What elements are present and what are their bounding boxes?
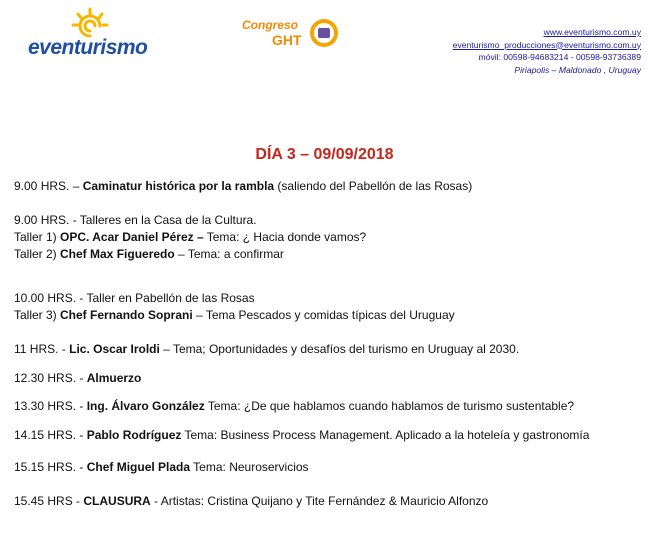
schedule-line: Taller 3) Chef Fernando Soprani – Tema Pescados y comidas típicas del Uruguay	[14, 308, 455, 322]
schedule-line: 14.15 HRS. - Pablo Rodríguez Tema: Business Process Management. Aplicado a la hoteleía y gastronomía	[14, 428, 590, 442]
website-link[interactable]: www.eventurismo.com.uy	[543, 27, 641, 37]
ght-label: GHT	[272, 32, 302, 48]
email-link[interactable]: eventurismo_producciones@eventurismo.com.uy	[452, 39, 641, 50]
schedule-line: 11 HRS. - Lic. Oscar Iroldi – Tema; Oportunidades y desafíos del turismo en Uruguay al 2030.	[14, 342, 520, 356]
sun-icon	[70, 6, 110, 40]
schedule-line: 9.00 HRS. – Caminatur histórica por la rambla (saliendo del Pabellón de las Rosas)	[14, 179, 473, 193]
schedule-line: 15.15 HRS. - Chef Miguel Plada Tema: Neuroservicios	[14, 460, 309, 474]
ght-emblem-icon	[309, 18, 339, 48]
page-title: DÍA 3 – 09/09/2018	[255, 146, 394, 163]
schedule-line: 12.30 HRS. - Almuerzo	[14, 371, 142, 385]
contact-block	[453, 26, 641, 76]
schedule-line: 10.00 HRS. - Taller en Pabellón de las Rosas	[14, 291, 255, 305]
congreso-label: Congreso	[242, 18, 299, 32]
schedule-line: 9.00 HRS. - Talleres en la Casa de la Cultura.	[14, 213, 257, 227]
eventurismo-logo	[28, 6, 178, 62]
brand-name: eventurismo	[28, 36, 148, 59]
location-text: Piriapolis – Maldonado , Uruguay	[514, 64, 641, 75]
phone-text: móvil: 00598-94683214 - 00598-93736389	[478, 52, 641, 62]
congreso-ght-logo	[242, 16, 352, 50]
schedule-line: 13.30 HRS. - Ing. Álvaro González Tema: ¿De que hablamos cuando hablamos de turismo sustentable?	[14, 399, 575, 413]
schedule-line: 15.45 HRS - CLAUSURA - Artistas: Cristina Quijano y Tite Fernández & Mauricio Alfonzo	[14, 494, 489, 508]
schedule-line: Taller 2) Chef Max Figueredo – Tema: a confirmar	[14, 247, 284, 261]
schedule-line: Taller 1) OPC. Acar Daniel Pérez – Tema: ¿ Hacia donde vamos?	[14, 230, 367, 244]
